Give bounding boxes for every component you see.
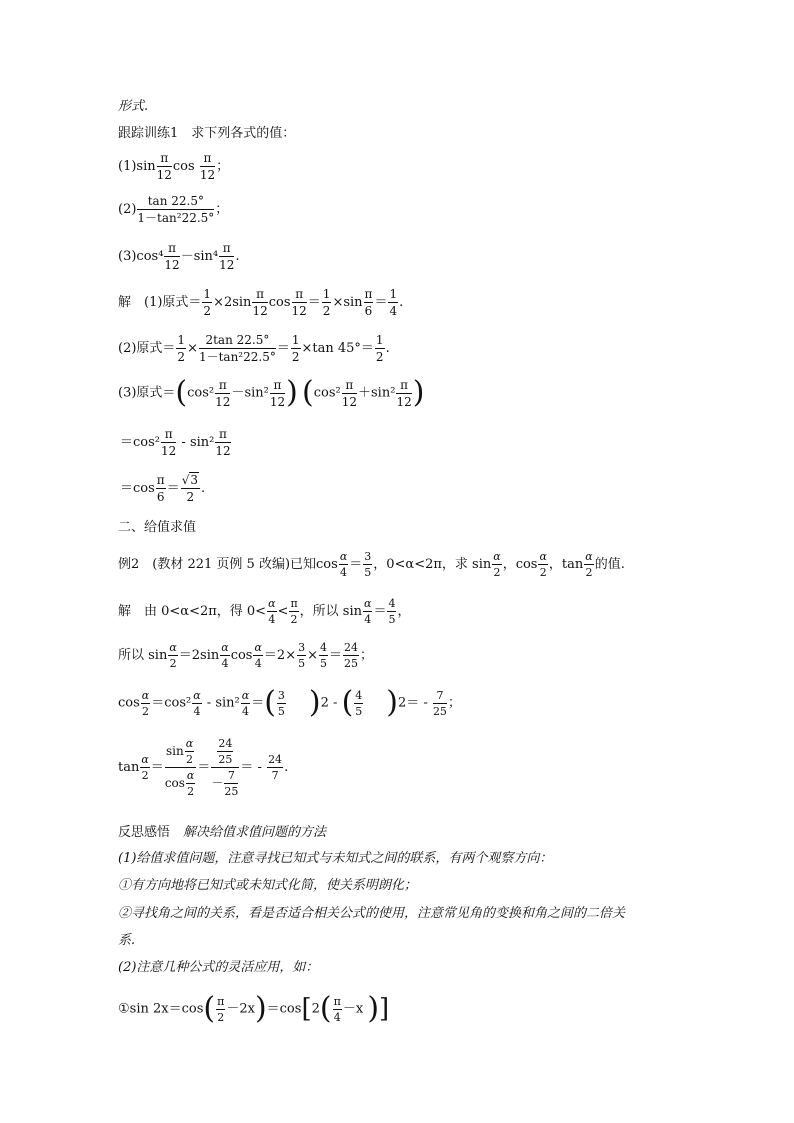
solution2-line4: tan $\frac{\alpha}{2}$ ＝ sin $\frac{\alpha}{2}$ cos $\frac{\alpha}{2}$ ＝ $\frac{24}{25}$ － $\frac{7}{25}$ ＝ - $\frac{24}{7}$ . [118,737,289,798]
solution1-line3: (3)原式＝(cos² $\frac{\pi}{12}$ －sin² $\frac{\pi}{12}$ ) (cos² $\frac{\pi}{12}$ ＋sin² $\frac{\pi}{12}$ ) [118,375,425,410]
solution1-line3b: ＝cos² $\frac{\pi}{12}$ - sin² $\frac{\pi}{12}$ [120,427,231,458]
exercise-q1 [118,152,229,181]
reflection-p5: (2)注意几种公式的灵活应用，如： [118,960,319,975]
reflection-p3: ②寻找角之间的关系，看是否适合相关公式的使用，注意常见角的变换和角之间的二倍关 [118,906,626,921]
q2-label: (2) [118,202,137,217]
q2-end: ； [215,202,229,217]
q1-end: ； [216,159,230,174]
fraction: $\frac{\pi}{12}$ [164,241,180,272]
solution2-line3: cos $\frac{\alpha}{2}$ ＝cos² $\frac{\alpha}{4}$ - sin² $\frac{\alpha}{4}$ ＝( $\frac{3}{5}$ )2 - ( $\frac{4}{5}$ )2＝ - $\frac{7}{25}$ ； [118,685,461,720]
fraction: $\frac{\pi}{12}$ [219,241,235,272]
q3-label: (3)cos⁴ [118,249,164,264]
exercise-q3 [118,242,240,271]
reflection-p2: ①有方向地将已知式或未知式化简，使关系明朗化； [118,878,418,893]
q3-mid: －sin⁴ [180,249,219,264]
reflection-heading [118,826,326,839]
q1-mid: cos [172,159,195,174]
q3-end: . [235,249,240,264]
fraction: $\frac{\tan 22.5^\circ}{\text{1－tan²22.5°}}$ [137,194,215,225]
solution1-line3c: ＝cos $\frac{\pi}{6}$ ＝ $\frac{√3}{2}$ . [120,473,206,504]
reflection-p4: 系. [118,933,136,948]
solution2-line2: 所以 sin $\frac{\alpha}{2}$ ＝2sin $\frac{\alpha}{4}$ cos $\frac{\alpha}{4}$ ＝2× $\frac{3}{5}$ × $\frac{4}{5}$ ＝ $\frac{24}{25}$ ； [118,641,374,670]
reflection-p1: (1)给值求值问题，注意寻找已知式与未知式之间的联系，有两个观察方向： [118,851,553,866]
fraction: $\frac{\pi}{12}$ [199,151,216,182]
fraction: $\frac{\pi}{12}$ [156,151,172,182]
solution-prefix: 解 (1)原式＝ [118,295,202,310]
intro-tail: 形式. [118,99,149,114]
exercise-q2 [118,195,228,224]
solution2-line1: 解 由 0<α<2π，得 0< $\frac{\alpha}{4}$ < $\frac{\pi}{2}$ ，所以 sin $\frac{\alpha}{4}$ ＝ $\frac{4}{5}$ ， [118,597,411,626]
q1-label: (1)sin [118,159,156,174]
solution1-line1: 解 (1)原式＝ $\frac{1}{2}$ ×2sin $\frac{\pi}{12}$ cos $\frac{\pi}{12}$ ＝ $\frac{1}{2}$ ×sin $\frac{\pi}{6}$ ＝ $\frac{1}{4}$ . [118,287,404,318]
example2: 例2 (教材 221 页例 5 改编)已知cos $\frac{\alpha}{4}$ ＝ $\frac{3}{5}$ ，0<α<2π，求 sin $\frac{\alpha}{2}$ ，cos $\frac{\alpha}{2}$ ，tan $\frac{\alpha}{2}$ 的值. [118,550,625,579]
reflection-label: 反思感悟 [118,825,171,840]
section-title: 二、给值求值 [118,520,197,535]
exercise-heading: 跟踪训练1 求下列各式的值： [118,126,296,141]
reflection-p6: ①sin 2x＝cos( $\frac{\pi}{2}$ －2x)＝cos[2( $\frac{\pi}{4}$ －x )] [118,991,390,1026]
solution1-line2: (2)原式＝ $\frac{1}{2}$ × $\frac{2\tan 22.5^\circ}{\text{1－tan²22.5°}}$ ＝ $\frac{1}{2}$ ×tan 45°＝ $\frac{1}{2}$ . [118,333,390,364]
reflection-topic: 解决给值求值问题的方法 [183,825,327,840]
